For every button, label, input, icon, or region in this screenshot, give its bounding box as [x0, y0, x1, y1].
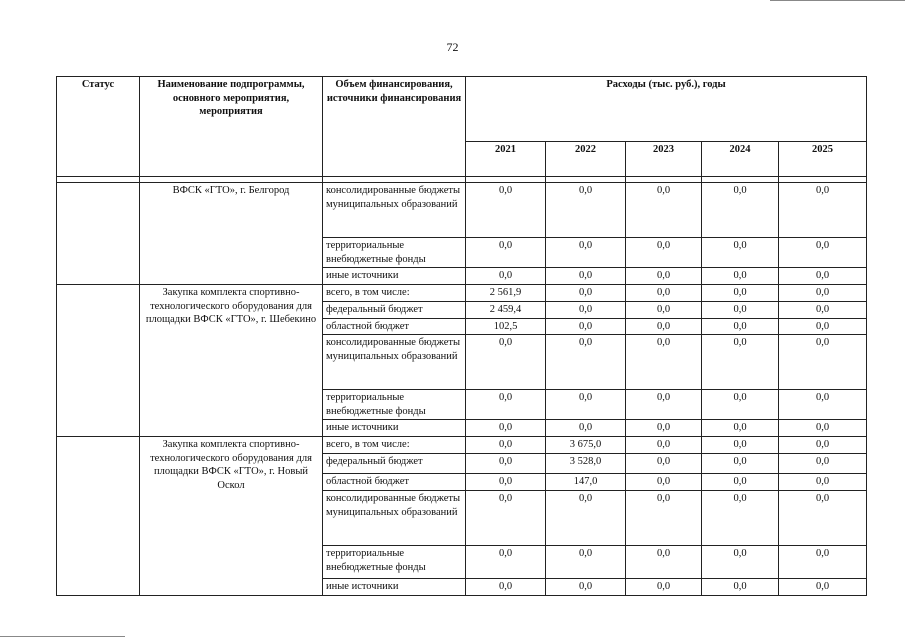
value-cell: 0,0 [466, 474, 546, 491]
value-cell: 0,0 [702, 183, 779, 238]
value-cell: 0,0 [626, 318, 702, 335]
value-cell: 0,0 [466, 183, 546, 238]
value-cell: 0,0 [626, 437, 702, 454]
value-cell: 0,0 [702, 474, 779, 491]
value-cell: 0,0 [626, 491, 702, 546]
value-cell: 0,0 [546, 318, 626, 335]
value-cell: 2 561,9 [466, 285, 546, 302]
header-year: 2024 [702, 142, 779, 177]
value-cell: 0,0 [702, 335, 779, 390]
value-cell: 0,0 [702, 454, 779, 474]
value-cell: 0,0 [626, 474, 702, 491]
scan-edge-bottom-left [0, 636, 125, 637]
funding-source: иные источники [323, 268, 466, 285]
value-cell: 0,0 [546, 546, 626, 579]
value-cell: 102,5 [466, 318, 546, 335]
value-cell: 0,0 [779, 285, 867, 302]
table-row [57, 183, 867, 238]
value-cell: 0,0 [466, 491, 546, 546]
status-cell [57, 437, 140, 596]
activity-name: Закупка комплекта спортивно-технологического оборудования для площадки ВФСК «ГТО», г. Шебекино [140, 285, 323, 437]
funding-source: консолидированные бюджеты муниципальных образований [323, 491, 466, 546]
value-cell: 0,0 [702, 420, 779, 437]
header-expenses: Расходы (тыс. руб.), годы [466, 77, 867, 142]
value-cell: 0,0 [546, 579, 626, 596]
value-cell: 0,0 [779, 302, 867, 319]
value-cell: 0,0 [702, 302, 779, 319]
value-cell: 0,0 [626, 302, 702, 319]
value-cell: 0,0 [779, 390, 867, 420]
table-row [57, 285, 867, 302]
value-cell: 0,0 [546, 268, 626, 285]
activity-name: ВФСК «ГТО», г. Белгород [140, 183, 323, 285]
value-cell: 0,0 [702, 318, 779, 335]
header-status: Статус [57, 77, 140, 177]
value-cell: 0,0 [546, 335, 626, 390]
funding-source: консолидированные бюджеты муниципальных образований [323, 183, 466, 238]
value-cell: 0,0 [626, 454, 702, 474]
funding-source: иные источники [323, 579, 466, 596]
value-cell: 0,0 [779, 546, 867, 579]
value-cell: 0,0 [466, 335, 546, 390]
value-cell: 0,0 [702, 238, 779, 268]
value-cell: 0,0 [779, 474, 867, 491]
value-cell: 0,0 [546, 390, 626, 420]
header-name: Наименование подпрограммы, основного мероприятия, мероприятия [140, 77, 323, 177]
value-cell: 0,0 [466, 454, 546, 474]
value-cell: 0,0 [779, 183, 867, 238]
value-cell: 0,0 [779, 335, 867, 390]
funding-source: всего, в том числе: [323, 285, 466, 302]
value-cell: 0,0 [466, 546, 546, 579]
value-cell: 0,0 [779, 579, 867, 596]
value-cell: 0,0 [779, 318, 867, 335]
funding-source: территориальные внебюджетные фонды [323, 390, 466, 420]
value-cell: 0,0 [546, 238, 626, 268]
value-cell: 0,0 [546, 491, 626, 546]
value-cell: 0,0 [779, 491, 867, 546]
value-cell: 0,0 [546, 302, 626, 319]
status-cell [57, 183, 140, 285]
value-cell: 0,0 [546, 285, 626, 302]
funding-source: территориальные внебюджетные фонды [323, 546, 466, 579]
funding-source: консолидированные бюджеты муниципальных образований [323, 335, 466, 390]
value-cell: 0,0 [546, 420, 626, 437]
value-cell: 2 459,4 [466, 302, 546, 319]
funding-source: областной бюджет [323, 318, 466, 335]
value-cell: 0,0 [626, 285, 702, 302]
value-cell: 147,0 [546, 474, 626, 491]
table-row [57, 437, 867, 454]
value-cell: 0,0 [626, 335, 702, 390]
value-cell: 0,0 [702, 546, 779, 579]
value-cell: 0,0 [466, 268, 546, 285]
value-cell: 0,0 [779, 437, 867, 454]
value-cell: 0,0 [466, 390, 546, 420]
value-cell: 0,0 [626, 579, 702, 596]
value-cell: 0,0 [702, 579, 779, 596]
value-cell: 0,0 [702, 268, 779, 285]
scan-edge-top-right [770, 0, 905, 1]
funding-source: территориальные внебюджетные фонды [323, 238, 466, 268]
status-cell [57, 285, 140, 437]
activity-name: Закупка комплекта спортивно-технологического оборудования для площадки ВФСК «ГТО», г. Новый Оскол [140, 437, 323, 596]
page-number: 72 [446, 40, 459, 54]
value-cell: 0,0 [779, 238, 867, 268]
funding-source: федеральный бюджет [323, 454, 466, 474]
value-cell: 0,0 [779, 454, 867, 474]
value-cell: 0,0 [626, 390, 702, 420]
header-volume: Объем финансирования, источники финансирования [323, 77, 466, 177]
value-cell: 0,0 [626, 546, 702, 579]
value-cell: 0,0 [702, 491, 779, 546]
financing-table [56, 76, 867, 596]
value-cell: 0,0 [626, 420, 702, 437]
value-cell: 3 528,0 [546, 454, 626, 474]
funding-source: всего, в том числе: [323, 437, 466, 454]
value-cell: 0,0 [466, 420, 546, 437]
value-cell: 0,0 [626, 183, 702, 238]
header-year: 2023 [626, 142, 702, 177]
value-cell: 0,0 [466, 579, 546, 596]
value-cell: 0,0 [779, 420, 867, 437]
value-cell: 0,0 [466, 437, 546, 454]
funding-source: иные источники [323, 420, 466, 437]
value-cell: 3 675,0 [546, 437, 626, 454]
value-cell: 0,0 [546, 183, 626, 238]
header-year: 2022 [546, 142, 626, 177]
value-cell: 0,0 [779, 268, 867, 285]
value-cell: 0,0 [702, 437, 779, 454]
header-year: 2021 [466, 142, 546, 177]
header-year: 2025 [779, 142, 867, 177]
funding-source: федеральный бюджет [323, 302, 466, 319]
value-cell: 0,0 [626, 238, 702, 268]
value-cell: 0,0 [626, 268, 702, 285]
value-cell: 0,0 [702, 390, 779, 420]
value-cell: 0,0 [702, 285, 779, 302]
value-cell: 0,0 [466, 238, 546, 268]
funding-source: областной бюджет [323, 474, 466, 491]
